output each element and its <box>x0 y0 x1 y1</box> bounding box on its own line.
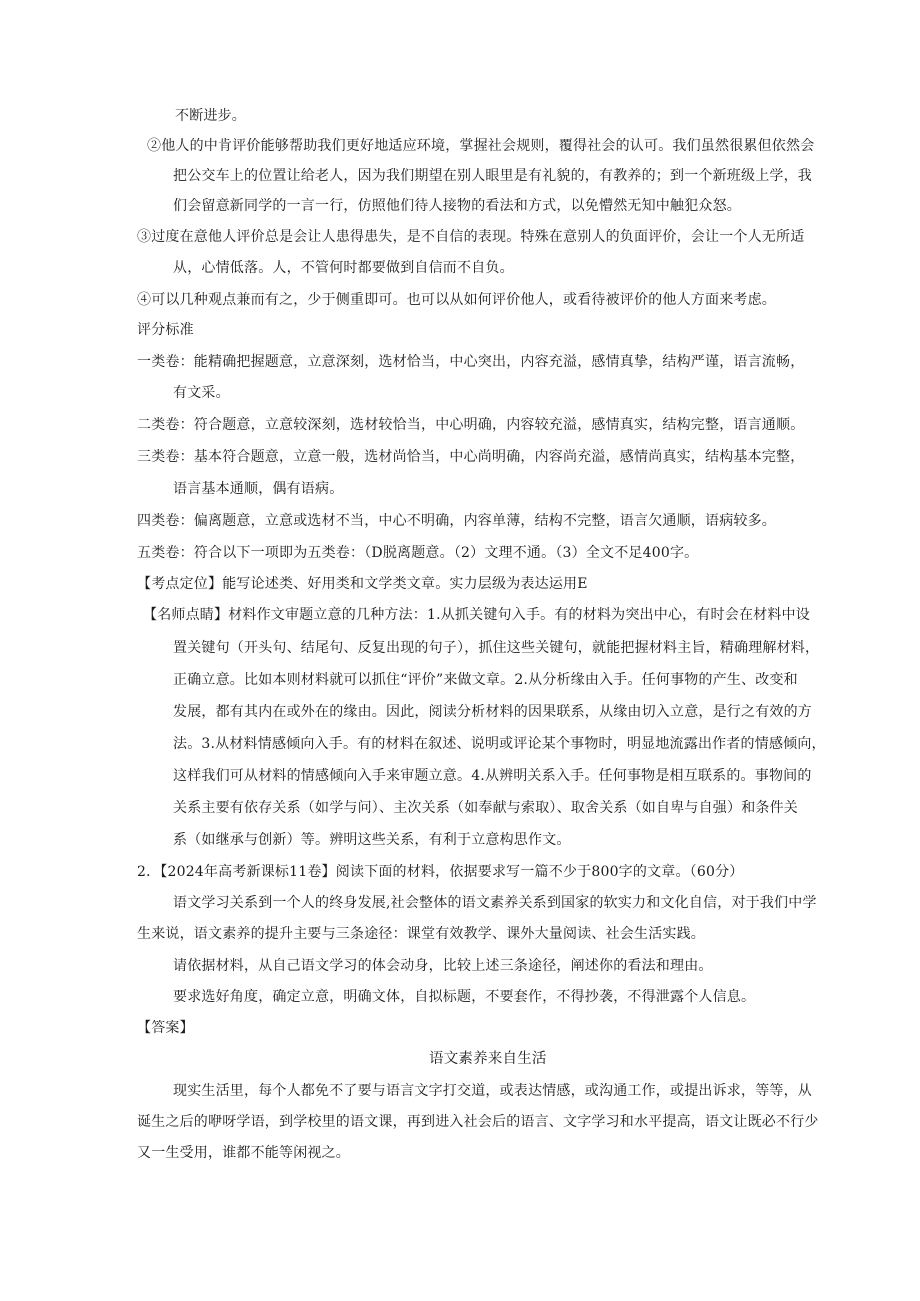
text-line: 又一生受用，谁都不能等闲视之。 <box>137 1145 350 1161</box>
text-line: 语言基本通顺，偶有语病。 <box>173 481 344 497</box>
text-line: 关系主要有依存关系（如学与问）、主次关系（如奉献与索取）、取舍关系（如自卑与自强）和条件关 <box>173 800 798 816</box>
text-line: 不断进步。 <box>175 108 246 124</box>
text-line: 系（如继承与创新）等。辨明这些关系，有利于立意构思作文。 <box>173 832 571 848</box>
text-line: 把公交车上的位置让给老人，因为我们期望在别人眼里是有礼貌的，有教养的；到一个新班级上学，我 <box>173 168 812 184</box>
text-line: ④可以几种观点兼而有之，少于侧重即可。也可以从如何评价他人，或看待被评价的他人方面来考虑。 <box>137 292 776 308</box>
text-line: 这样我们可从材料的情感倾向入手来审题立意。4.从辨明关系入手。任何事物是相互联系的。事物间的 <box>173 768 812 784</box>
question-heading: 2．【2024年高考新课标11卷】阅读下面的材料，依据要求写一篇不少于800字的文章。（60分） <box>137 864 744 880</box>
answer-label: 【答案】 <box>137 1020 194 1036</box>
section-heading: 评分标准 <box>137 322 194 338</box>
text-line: 要求选好角度，确定立意，明确文体，自拟标题，不要套作，不得抄袭，不得泄露个人信息。 <box>173 989 756 1005</box>
text-line: 从，心情低落。人，不管何时都要做到自信而不自负。 <box>173 260 514 276</box>
text-line: 一类卷：能精确把握题意，立意深刻，选材恰当，中心突出，内容充溢，感情真挚，结构严谨，语言流畅， <box>137 354 805 370</box>
text-line: 发展，都有其内在或外在的缘由。因此，阅读分析材料的因果联系，从缘由切入立意，是行之有效的方 <box>173 704 812 720</box>
text-line: 语文学习关系到一个人的终身发展,社会整体的语文素养关系到国家的软实力和文化自信，对于我们中学 <box>173 895 817 911</box>
essay-title: 语文素养来自生活 <box>429 1051 547 1067</box>
text-line: 生来说，语文素养的提升主要与三条途径：课堂有效教学、课外大量阅读、社会生活实践。 <box>137 926 705 942</box>
text-line: 请依据材料，从自己语文学习的体会动身，比较上述三条途径，阐述你的看法和理由。 <box>173 958 713 974</box>
text-line: 【名师点睛】材料作文审题立意的几种方法：1.从抓关键句入手。有的材料为突出中心，有时会在材料中设 <box>143 607 810 623</box>
text-line: 正确立意。比如本则材料就可以抓住“评价”来做文章。2.从分析缘由入手。任何事物的产生、改变和 <box>173 672 798 688</box>
text-line: 有文采。 <box>173 385 230 401</box>
text-line: 五类卷：符合以下一项即为五类卷：（D脱离题意。（2）文理不通。（3）全文不足400字。 <box>137 545 699 561</box>
text-line: 二类卷：符合题意，立意较深刻，选材较恰当，中心明确，内容较充溢，感情真实，结构完整，语言通顺。 <box>137 417 805 433</box>
text-line: 诞生之后的咿呀学语，到学校里的语文课，再到进入社会后的语言、文字学习和水平提高，语文让既必不行少 <box>137 1114 819 1130</box>
text-line: 【考点定位】能写论述类、好用类和文学类文章。实力层级为表达运用E <box>137 576 588 592</box>
text-line: ③过度在意他人评价总是会让人患得患失，是不自信的表现。特殊在意别人的负面评价，会让一个人无所适 <box>137 229 805 245</box>
text-line: ②他人的中肯评价能够帮助我们更好地适应环境，掌握社会规则，覆得社会的认可。我们虽然很累但依然会 <box>147 138 815 154</box>
text-line: 置关键句（开头句、结尾句、反复出现的句子），抓住这些关键句，就能把握材料主旨，精确理解材料， <box>173 640 820 656</box>
text-line: 们会留意新同学的一言一行，仿照他们待人接物的看法和方式，以免懵然无知中触犯众怒。 <box>173 198 741 214</box>
text-line: 现实生活里，每个人都免不了要与语言文字打交道，或表达情感，或沟通工作，或提出诉求，等等，从 <box>173 1083 812 1099</box>
text-line: 三类卷：基本符合题意，立意一般，选材尚恰当，中心尚明确，内容尚充溢，感情尚真实，结构基本完整， <box>137 449 805 465</box>
text-line: 四类卷：偏离题意，立意或选材不当，中心不明确，内容单薄，结构不完整，语言欠通顺，语病较多。 <box>137 513 776 529</box>
text-line: 法。3.从材料情感倾向入手。有的材料在叙述、说明或评论某个事物时，明显地流露出作者的情感倾向， <box>173 736 826 752</box>
